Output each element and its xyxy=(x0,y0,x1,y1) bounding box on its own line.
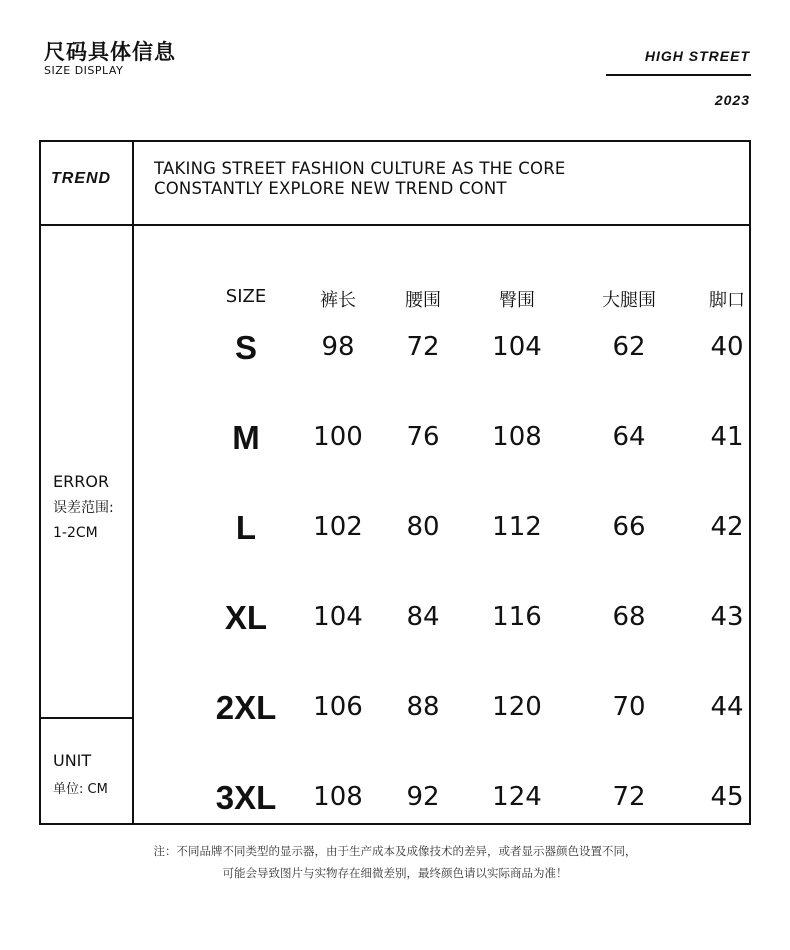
unit-value: 单位: CM xyxy=(53,782,108,797)
column-header: 裤长 xyxy=(320,290,356,311)
table-cell: 68 xyxy=(612,602,646,632)
table-cell: 76 xyxy=(406,422,440,452)
column-header: 臀围 xyxy=(499,290,535,311)
brand-underline xyxy=(606,74,751,76)
error-label-cn: 误差范围: xyxy=(53,500,114,516)
unit-label: UNIT xyxy=(53,751,92,770)
table-cell: 42 xyxy=(710,512,744,542)
column-header: 腰围 xyxy=(405,290,441,311)
footer-note-line-2: 可能会导致图片与实物存在细微差别，最终颜色请以实际商品为准！ xyxy=(222,866,568,880)
brand-label: HIGH STREET xyxy=(644,48,750,64)
size-chart-frame xyxy=(39,140,751,825)
banner-text xyxy=(154,159,566,199)
table-cell: 72 xyxy=(612,782,646,812)
table-cell: 62 xyxy=(612,332,646,362)
table-cell: 44 xyxy=(710,692,744,722)
table-cell: 98 xyxy=(321,332,355,362)
footer-note-line-1: 注：不同品牌不同类型的显示器，由于生产成本及成像技术的差异，或者显示器颜色设置不同， xyxy=(153,844,637,858)
table-cell: 92 xyxy=(406,782,440,812)
size-label: 3XL xyxy=(215,779,277,816)
table-cell: 40 xyxy=(710,332,744,362)
table-cell: 104 xyxy=(492,332,542,362)
error-info xyxy=(53,472,114,541)
unit-info xyxy=(53,751,108,797)
table-cell: 43 xyxy=(710,602,744,632)
table-cell: 112 xyxy=(492,512,542,542)
table-cell: 88 xyxy=(406,692,440,722)
table-cell: 100 xyxy=(313,422,363,452)
trend-label: TREND xyxy=(51,170,112,187)
table-cell: 80 xyxy=(406,512,440,542)
table-cell: 120 xyxy=(492,692,542,722)
page-subtitle: SIZE DISPLAY xyxy=(44,64,124,77)
column-header: 大腿围 xyxy=(602,290,656,311)
side-divider xyxy=(41,717,134,719)
table-cell: 64 xyxy=(612,422,646,452)
size-label: M xyxy=(232,419,260,456)
error-label: ERROR xyxy=(53,472,110,491)
size-label: L xyxy=(235,509,257,546)
size-label: S xyxy=(234,329,258,366)
table-cell: 70 xyxy=(612,692,646,722)
table-cell: 108 xyxy=(313,782,363,812)
banner-line-1: TAKING STREET FASHION CULTURE AS THE CORE xyxy=(154,159,566,178)
column-header: 脚口 xyxy=(709,290,745,311)
size-table xyxy=(134,226,749,823)
table-cell: 84 xyxy=(406,602,440,632)
page-title: 尺码具体信息 xyxy=(44,39,176,64)
table-cell: 104 xyxy=(313,602,363,632)
table-cell: 41 xyxy=(710,422,744,452)
column-header: SIZE xyxy=(225,286,267,307)
table-cell: 72 xyxy=(406,332,440,362)
banner-line-2: CONSTANTLY EXPLORE NEW TREND CONT xyxy=(154,179,507,198)
size-label: XL xyxy=(224,599,268,636)
table-cell: 102 xyxy=(313,512,363,542)
size-label: 2XL xyxy=(215,689,277,726)
table-cell: 66 xyxy=(612,512,646,542)
year-label: 2023 xyxy=(714,92,750,108)
table-cell: 45 xyxy=(710,782,744,812)
table-cell: 106 xyxy=(313,692,363,722)
table-cell: 116 xyxy=(492,602,542,632)
error-value: 1-2CM xyxy=(53,525,98,541)
banner-row xyxy=(41,142,749,226)
table-cell: 108 xyxy=(492,422,542,452)
table-cell: 124 xyxy=(492,782,542,812)
